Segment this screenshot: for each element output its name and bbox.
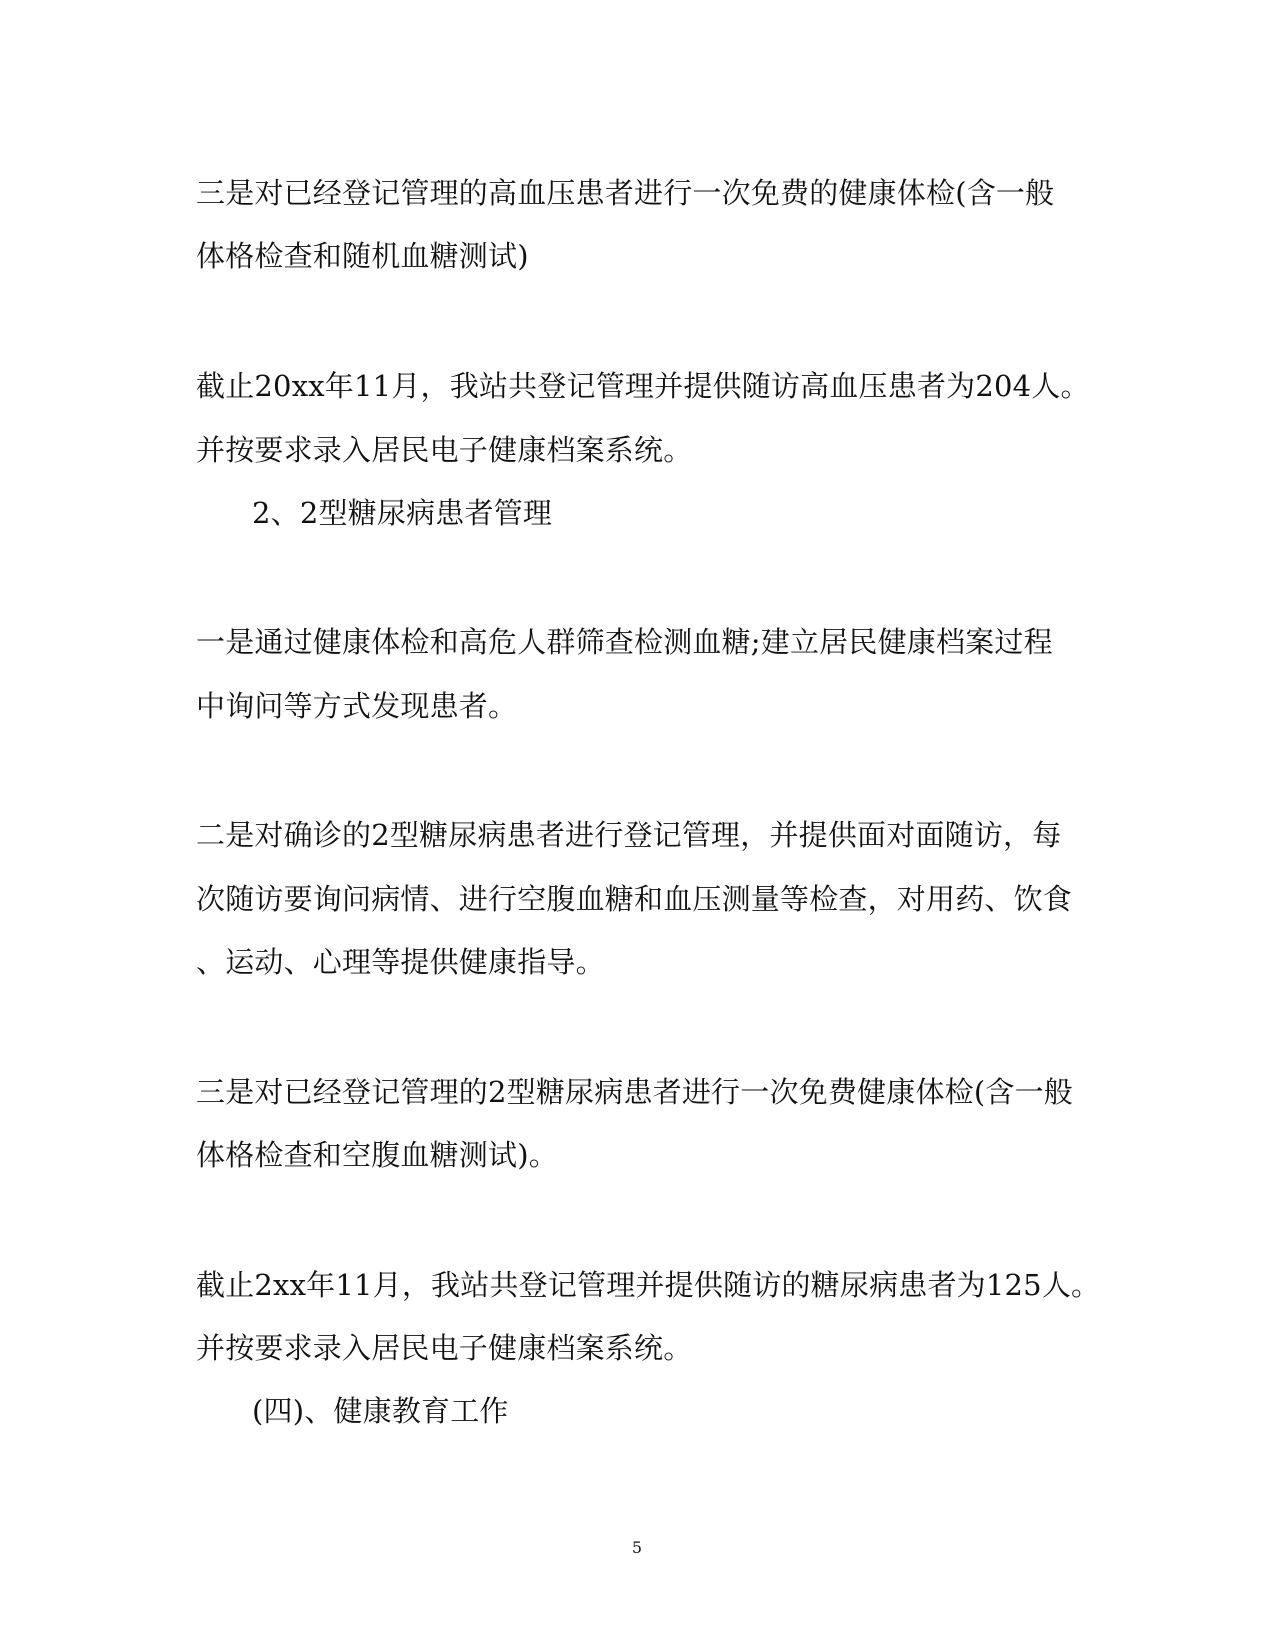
page-number: 5 xyxy=(631,1538,643,1557)
paragraph-line: 体格检查和随机血糖测试) xyxy=(196,239,529,273)
paragraph-line: 、运动、心理等提供健康指导。 xyxy=(196,945,605,979)
paragraph-line: 截止2xx年11月，我站共登记管理并提供随访的糖尿病患者为125人。 xyxy=(196,1268,1101,1302)
paragraph-line: 并按要求录入居民电子健康档案系统。 xyxy=(196,433,693,467)
paragraph-line: 体格检查和空腹血糖测试)。 xyxy=(196,1138,558,1172)
paragraph-line: 二是对确诊的2型糖尿病患者进行登记管理，并提供面对面随访，每 xyxy=(196,818,1062,852)
paragraph-line: 并按要求录入居民电子健康档案系统。 xyxy=(196,1331,693,1365)
paragraph-line: 中询问等方式发现患者。 xyxy=(196,689,518,723)
paragraph-line: 次随访要询问病情、进行空腹血糖和血压测量等检查，对用药、饮食 xyxy=(196,882,1073,916)
paragraph-line: 三是对已经登记管理的高血压患者进行一次免费的健康体检(含一般 xyxy=(196,176,1055,210)
section-heading: 2、2型糖尿病患者管理 xyxy=(252,496,553,530)
section-heading: (四)、健康教育工作 xyxy=(252,1394,509,1428)
paragraph-line: 三是对已经登记管理的2型糖尿病患者进行一次免费健康体检(含一般 xyxy=(196,1075,1073,1109)
paragraph-line: 截止20xx年11月，我站共登记管理并提供随访高血压患者为204人。 xyxy=(196,369,1090,403)
paragraph-line: 一是通过健康体检和高危人群筛查检测血糖;建立居民健康档案过程 xyxy=(196,625,1053,659)
